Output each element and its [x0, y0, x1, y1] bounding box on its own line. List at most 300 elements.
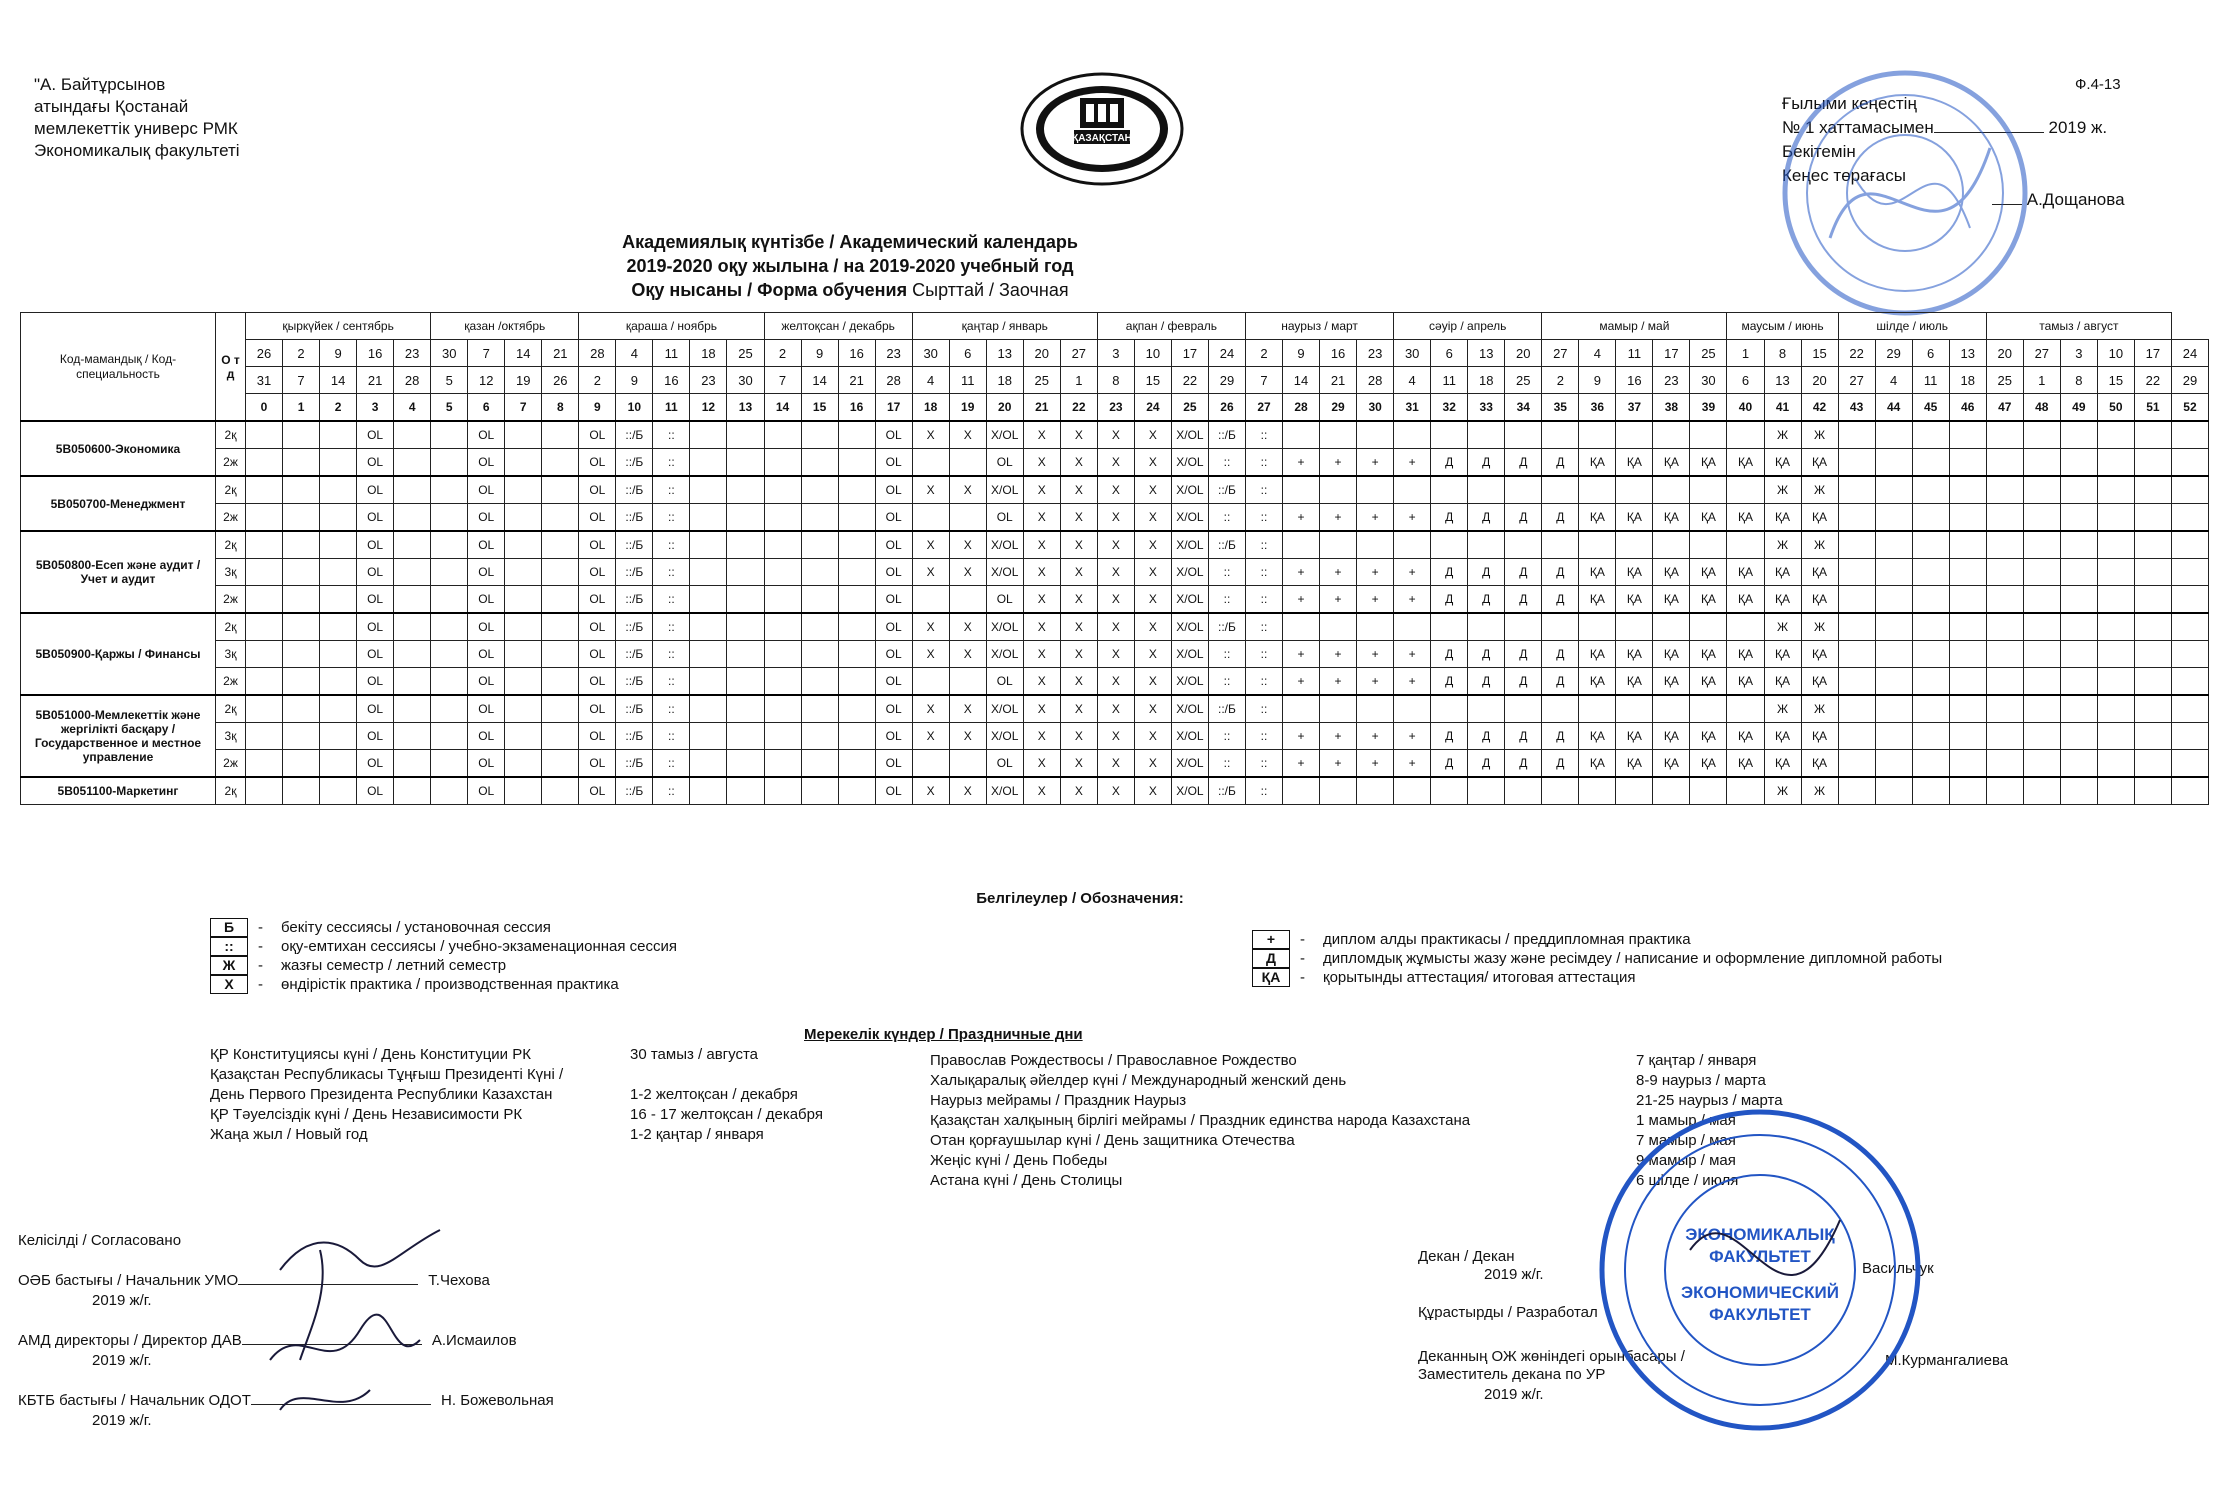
- faculty-stamp: [1580, 1100, 1940, 1440]
- schedule-cell: [1431, 531, 1468, 559]
- week-start-day: 30: [912, 340, 949, 367]
- schedule-cell: [1986, 449, 2023, 477]
- schedule-cell: X: [1134, 695, 1171, 723]
- week-number: 21: [1023, 394, 1060, 422]
- schedule-cell: Д: [1542, 449, 1579, 477]
- schedule-cell: [2097, 777, 2134, 805]
- schedule-cell: X: [1023, 695, 1060, 723]
- schedule-cell: [2097, 695, 2134, 723]
- schedule-cell: OL: [875, 777, 912, 805]
- schedule-cell: [431, 641, 468, 668]
- schedule-cell: [2023, 476, 2060, 504]
- week-number: 36: [1579, 394, 1616, 422]
- schedule-cell: [838, 723, 875, 750]
- schedule-cell: [1912, 449, 1949, 477]
- week-number: 39: [1690, 394, 1727, 422]
- schedule-cell: [1653, 421, 1690, 449]
- table-row: [21, 421, 2209, 449]
- specialty-name: 5В051000-Мемлекеттік және жергілікті басқару / Государственное и местное управление: [21, 695, 216, 777]
- schedule-cell: [727, 586, 764, 614]
- schedule-cell: [1616, 476, 1653, 504]
- schedule-cell: ::: [653, 504, 690, 532]
- schedule-cell: [727, 476, 764, 504]
- schedule-cell: [1431, 613, 1468, 641]
- legend-text: дипломдық жұмысты жазу және ресімдеу / написание и оформление дипломной работы: [1323, 950, 1943, 967]
- week-start-day: 11: [653, 340, 690, 367]
- schedule-cell: [320, 504, 357, 532]
- legend-dash: -: [1300, 950, 1305, 967]
- schedule-cell: X: [1023, 559, 1060, 586]
- schedule-cell: OL: [468, 531, 505, 559]
- schedule-cell: [838, 777, 875, 805]
- schedule-cell: [1912, 723, 1949, 750]
- schedule-cell: OL: [579, 668, 616, 696]
- week-number: 10: [616, 394, 653, 422]
- schedule-cell: [1431, 476, 1468, 504]
- schedule-cell: X/OL: [986, 695, 1023, 723]
- schedule-cell: X: [1097, 476, 1134, 504]
- week-start-day: 17: [2134, 340, 2171, 367]
- schedule-cell: [2060, 695, 2097, 723]
- schedule-cell: [1986, 559, 2023, 586]
- month-header: сәуір / апрель: [1394, 313, 1542, 340]
- schedule-cell: ::/Б: [1208, 476, 1245, 504]
- schedule-cell: Д: [1431, 449, 1468, 477]
- week-start-day: 3: [1097, 340, 1134, 367]
- week-end-day: 2: [1542, 367, 1579, 394]
- schedule-cell: [727, 668, 764, 696]
- schedule-cell: ::/Б: [616, 559, 653, 586]
- month-header: қазан /октябрь: [431, 313, 579, 340]
- schedule-cell: ::: [653, 750, 690, 778]
- schedule-cell: OL: [357, 641, 394, 668]
- schedule-cell: [1579, 476, 1616, 504]
- schedule-cell: OL: [579, 531, 616, 559]
- schedule-cell: [2023, 531, 2060, 559]
- week-end-day: 16: [1616, 367, 1653, 394]
- schedule-cell: [1727, 777, 1764, 805]
- schedule-cell: X/OL: [1171, 613, 1208, 641]
- week-number: 22: [1060, 394, 1097, 422]
- schedule-cell: [505, 586, 542, 614]
- schedule-cell: X: [1060, 777, 1097, 805]
- legend-item: [1252, 930, 1691, 949]
- schedule-cell: [320, 668, 357, 696]
- week-number: 4: [394, 394, 431, 422]
- schedule-cell: OL: [468, 613, 505, 641]
- schedule-cell: [690, 723, 727, 750]
- schedule-cell: Д: [1431, 504, 1468, 532]
- week-start-day: 11: [1616, 340, 1653, 367]
- schedule-cell: ::/Б: [1208, 421, 1245, 449]
- course-code: 2ж: [216, 504, 246, 532]
- schedule-cell: [801, 449, 838, 477]
- schedule-cell: [1875, 449, 1912, 477]
- schedule-cell: ҚА: [1616, 586, 1653, 614]
- approval-line: Кеңес төрағасы: [1782, 166, 1906, 185]
- schedule-cell: ҚА: [1690, 668, 1727, 696]
- schedule-cell: [764, 613, 801, 641]
- schedule-cell: X/OL: [986, 613, 1023, 641]
- schedule-cell: [1912, 695, 1949, 723]
- week-start-day: 16: [1320, 340, 1357, 367]
- schedule-cell: [1912, 668, 1949, 696]
- schedule-cell: ҚА: [1764, 559, 1801, 586]
- schedule-cell: [2097, 476, 2134, 504]
- week-number: 43: [1838, 394, 1875, 422]
- schedule-cell: [1357, 695, 1394, 723]
- schedule-cell: ҚА: [1727, 586, 1764, 614]
- schedule-cell: [431, 750, 468, 778]
- schedule-cell: [1875, 777, 1912, 805]
- schedule-cell: [1357, 531, 1394, 559]
- week-end-day: 16: [653, 367, 690, 394]
- schedule-cell: [912, 504, 949, 532]
- schedule-cell: X: [1134, 668, 1171, 696]
- signature-date: 2019 ж/г.: [92, 1412, 152, 1429]
- signature-role: КБТБ бастығы / Начальник ОДОТ: [18, 1392, 251, 1409]
- schedule-cell: [1875, 559, 1912, 586]
- week-number: 42: [1801, 394, 1838, 422]
- week-start-day: 4: [616, 340, 653, 367]
- week-start-day: 10: [1134, 340, 1171, 367]
- schedule-cell: [727, 531, 764, 559]
- schedule-cell: [1690, 695, 1727, 723]
- week-start-day: 9: [320, 340, 357, 367]
- schedule-cell: OL: [357, 695, 394, 723]
- schedule-cell: OL: [357, 476, 394, 504]
- schedule-cell: [246, 421, 283, 449]
- schedule-cell: [1283, 476, 1320, 504]
- legend-text: өндірістік практика / производственная практика: [281, 976, 619, 993]
- schedule-cell: +: [1320, 723, 1357, 750]
- schedule-cell: [542, 531, 579, 559]
- schedule-cell: +: [1357, 449, 1394, 477]
- course-code: 2қ: [216, 695, 246, 723]
- schedule-cell: ::/Б: [616, 504, 653, 532]
- schedule-cell: [1542, 531, 1579, 559]
- schedule-cell: [542, 504, 579, 532]
- schedule-cell: [394, 613, 431, 641]
- holiday-date: 1-2 желтоқсан / декабря: [630, 1086, 798, 1103]
- schedule-cell: X: [912, 476, 949, 504]
- schedule-cell: ҚА: [1727, 449, 1764, 477]
- schedule-cell: [1875, 504, 1912, 532]
- schedule-cell: ҚА: [1579, 504, 1616, 532]
- schedule-cell: [283, 777, 320, 805]
- schedule-cell: [2023, 668, 2060, 696]
- holiday-name: Қазақстан Республикасы Тұңғыш Президенті Күні /: [210, 1066, 564, 1083]
- schedule-cell: X: [912, 559, 949, 586]
- schedule-cell: OL: [986, 750, 1023, 778]
- schedule-cell: [690, 750, 727, 778]
- schedule-cell: [320, 723, 357, 750]
- schedule-cell: [246, 559, 283, 586]
- schedule-cell: Д: [1505, 559, 1542, 586]
- schedule-cell: OL: [357, 777, 394, 805]
- schedule-cell: [1579, 613, 1616, 641]
- schedule-cell: [505, 421, 542, 449]
- week-number: 24: [1134, 394, 1171, 422]
- schedule-cell: X: [1060, 641, 1097, 668]
- schedule-cell: +: [1283, 504, 1320, 532]
- schedule-cell: [2097, 613, 2134, 641]
- schedule-cell: [2134, 777, 2171, 805]
- schedule-cell: [1579, 695, 1616, 723]
- schedule-cell: Д: [1431, 668, 1468, 696]
- schedule-cell: [1579, 777, 1616, 805]
- week-number: 46: [1949, 394, 1986, 422]
- week-start-day: 3: [2060, 340, 2097, 367]
- schedule-cell: X: [1023, 641, 1060, 668]
- week-end-day: 4: [912, 367, 949, 394]
- legend-dash: -: [258, 957, 263, 974]
- schedule-cell: ::: [1245, 421, 1282, 449]
- schedule-cell: X: [1060, 476, 1097, 504]
- schedule-cell: [1949, 531, 1986, 559]
- schedule-cell: OL: [579, 613, 616, 641]
- schedule-cell: OL: [875, 641, 912, 668]
- schedule-cell: [2097, 750, 2134, 778]
- schedule-cell: OL: [875, 586, 912, 614]
- org-line: "А. Байтұрсынов: [34, 75, 166, 94]
- week-number: 49: [2060, 394, 2097, 422]
- week-end-day: 19: [505, 367, 542, 394]
- schedule-cell: OL: [579, 723, 616, 750]
- week-number: 44: [1875, 394, 1912, 422]
- week-start-day: 15: [1801, 340, 1838, 367]
- schedule-cell: [1653, 531, 1690, 559]
- schedule-cell: ҚА: [1801, 449, 1838, 477]
- holiday-name: Жаңа жыл / Новый год: [210, 1126, 368, 1143]
- schedule-cell: [1838, 559, 1875, 586]
- stamp-text: ФАКУЛЬТЕТ: [1709, 1305, 1811, 1324]
- schedule-cell: ::: [1208, 586, 1245, 614]
- schedule-cell: ::: [653, 723, 690, 750]
- schedule-cell: OL: [357, 504, 394, 532]
- signature-name: М.Курмангалиева: [1885, 1352, 2009, 1369]
- schedule-cell: ::/Б: [616, 668, 653, 696]
- week-end-day: 15: [2097, 367, 2134, 394]
- signature-name: Васильчук: [1862, 1260, 1934, 1277]
- schedule-cell: [431, 449, 468, 477]
- week-start-day: 23: [394, 340, 431, 367]
- schedule-cell: [2023, 613, 2060, 641]
- schedule-cell: X/OL: [986, 559, 1023, 586]
- approval-stamp: [1760, 58, 2050, 328]
- schedule-cell: [1875, 476, 1912, 504]
- schedule-cell: ҚА: [1616, 723, 1653, 750]
- schedule-cell: [764, 695, 801, 723]
- schedule-cell: [1875, 421, 1912, 449]
- schedule-cell: [1949, 750, 1986, 778]
- signature-name: Н. Божевольная: [436, 1392, 554, 1409]
- schedule-cell: [1727, 421, 1764, 449]
- schedule-cell: [1875, 531, 1912, 559]
- week-start-day: 24: [1208, 340, 1245, 367]
- schedule-cell: X/OL: [1171, 476, 1208, 504]
- week-end-day: 23: [1653, 367, 1690, 394]
- schedule-cell: [320, 695, 357, 723]
- schedule-cell: ҚА: [1579, 449, 1616, 477]
- approval-signer: А.Дощанова: [2026, 190, 2125, 209]
- schedule-cell: ҚА: [1764, 668, 1801, 696]
- schedule-cell: OL: [579, 476, 616, 504]
- week-end-day: 26: [542, 367, 579, 394]
- schedule-cell: [394, 641, 431, 668]
- course-code: 2қ: [216, 476, 246, 504]
- schedule-cell: [1394, 695, 1431, 723]
- schedule-cell: [801, 668, 838, 696]
- schedule-cell: [1357, 613, 1394, 641]
- schedule-cell: ::: [653, 586, 690, 614]
- schedule-cell: X: [1134, 421, 1171, 449]
- month-header: мамыр / май: [1542, 313, 1727, 340]
- schedule-cell: [1875, 613, 1912, 641]
- schedule-cell: X: [912, 613, 949, 641]
- schedule-cell: ҚА: [1616, 668, 1653, 696]
- week-start-day: 23: [875, 340, 912, 367]
- week-number: 2: [320, 394, 357, 422]
- schedule-cell: [2134, 586, 2171, 614]
- schedule-cell: Д: [1431, 586, 1468, 614]
- schedule-cell: OL: [468, 476, 505, 504]
- schedule-cell: [764, 449, 801, 477]
- schedule-cell: X: [1097, 695, 1134, 723]
- schedule-cell: [1690, 531, 1727, 559]
- holiday-date: 1-2 қаңтар / января: [630, 1126, 764, 1143]
- week-end-day: 1: [2023, 367, 2060, 394]
- table-row: [21, 504, 2209, 532]
- schedule-cell: [1579, 421, 1616, 449]
- schedule-cell: ҚА: [1727, 641, 1764, 668]
- week-start-day: 22: [1838, 340, 1875, 367]
- schedule-cell: Ж: [1764, 613, 1801, 641]
- schedule-cell: [1875, 695, 1912, 723]
- schedule-cell: [2097, 668, 2134, 696]
- schedule-cell: ҚА: [1727, 750, 1764, 778]
- schedule-cell: X: [1023, 777, 1060, 805]
- schedule-cell: ::: [1245, 695, 1282, 723]
- week-end-day: 18: [1949, 367, 1986, 394]
- week-start-day: 9: [801, 340, 838, 367]
- schedule-cell: OL: [468, 504, 505, 532]
- schedule-cell: [283, 641, 320, 668]
- schedule-cell: Д: [1468, 504, 1505, 532]
- legend-symbol: ҚА: [1252, 968, 1290, 987]
- course-code: 2қ: [216, 777, 246, 805]
- schedule-cell: ::: [653, 777, 690, 805]
- schedule-cell: [246, 504, 283, 532]
- schedule-cell: [2171, 723, 2208, 750]
- week-end-day: 29: [1208, 367, 1245, 394]
- handwritten-signatures: [240, 1210, 540, 1430]
- schedule-cell: [431, 777, 468, 805]
- schedule-cell: ҚА: [1764, 449, 1801, 477]
- schedule-cell: [2134, 723, 2171, 750]
- schedule-cell: [1986, 641, 2023, 668]
- schedule-cell: [838, 504, 875, 532]
- schedule-cell: [320, 531, 357, 559]
- schedule-cell: [505, 504, 542, 532]
- schedule-cell: [949, 586, 986, 614]
- week-end-day: 11: [949, 367, 986, 394]
- week-end-day: 5: [431, 367, 468, 394]
- week-start-day: 2: [1245, 340, 1282, 367]
- schedule-cell: [1912, 750, 1949, 778]
- schedule-cell: [1320, 777, 1357, 805]
- schedule-cell: ::/Б: [1208, 777, 1245, 805]
- schedule-cell: X/OL: [986, 476, 1023, 504]
- schedule-cell: +: [1320, 750, 1357, 778]
- schedule-cell: X: [949, 476, 986, 504]
- schedule-cell: [838, 531, 875, 559]
- week-number: 13: [727, 394, 764, 422]
- schedule-cell: [246, 723, 283, 750]
- schedule-cell: [1838, 723, 1875, 750]
- month-header: маусым / июнь: [1727, 313, 1838, 340]
- schedule-cell: [838, 559, 875, 586]
- schedule-cell: X: [1023, 586, 1060, 614]
- holiday-name: Халықаралық әйелдер күні / Международный женский день: [930, 1072, 1347, 1089]
- schedule-cell: [1394, 613, 1431, 641]
- schedule-cell: [1727, 531, 1764, 559]
- schedule-cell: X/OL: [986, 531, 1023, 559]
- schedule-cell: +: [1283, 641, 1320, 668]
- schedule-cell: [2134, 668, 2171, 696]
- schedule-cell: Д: [1542, 750, 1579, 778]
- schedule-cell: [1912, 421, 1949, 449]
- week-number: 1: [283, 394, 320, 422]
- schedule-cell: X/OL: [1171, 449, 1208, 477]
- schedule-cell: ҚА: [1579, 750, 1616, 778]
- week-start-day: 14: [505, 340, 542, 367]
- schedule-cell: [394, 586, 431, 614]
- schedule-cell: +: [1357, 668, 1394, 696]
- title-1: Академиялық күнтізбе / Академический календарь: [622, 232, 1078, 252]
- week-end-day: 31: [246, 367, 283, 394]
- schedule-cell: X: [1060, 559, 1097, 586]
- schedule-cell: ::: [1245, 723, 1282, 750]
- specialty-name: 5В050800-Есеп және аудит / Учет и аудит: [21, 531, 216, 613]
- week-number: 25: [1171, 394, 1208, 422]
- week-end-day: 7: [764, 367, 801, 394]
- week-start-day: 13: [1949, 340, 1986, 367]
- schedule-cell: [1875, 668, 1912, 696]
- schedule-cell: [2097, 421, 2134, 449]
- week-number: 23: [1097, 394, 1134, 422]
- schedule-cell: X: [1134, 723, 1171, 750]
- schedule-cell: Ж: [1801, 777, 1838, 805]
- schedule-cell: X: [1134, 504, 1171, 532]
- month-header: қыркүйек / сентябрь: [246, 313, 431, 340]
- table-row: [21, 641, 2209, 668]
- schedule-cell: [801, 613, 838, 641]
- schedule-cell: X: [1023, 421, 1060, 449]
- schedule-cell: X: [949, 421, 986, 449]
- course-code: 2қ: [216, 421, 246, 449]
- week-end-day: 29: [2171, 367, 2208, 394]
- schedule-cell: [727, 750, 764, 778]
- schedule-cell: [394, 668, 431, 696]
- schedule-cell: [801, 559, 838, 586]
- month-header: ақпан / февраль: [1097, 313, 1245, 340]
- schedule-cell: [320, 559, 357, 586]
- schedule-cell: [1838, 777, 1875, 805]
- schedule-cell: ҚА: [1801, 504, 1838, 532]
- schedule-cell: ::/Б: [616, 613, 653, 641]
- schedule-cell: [320, 613, 357, 641]
